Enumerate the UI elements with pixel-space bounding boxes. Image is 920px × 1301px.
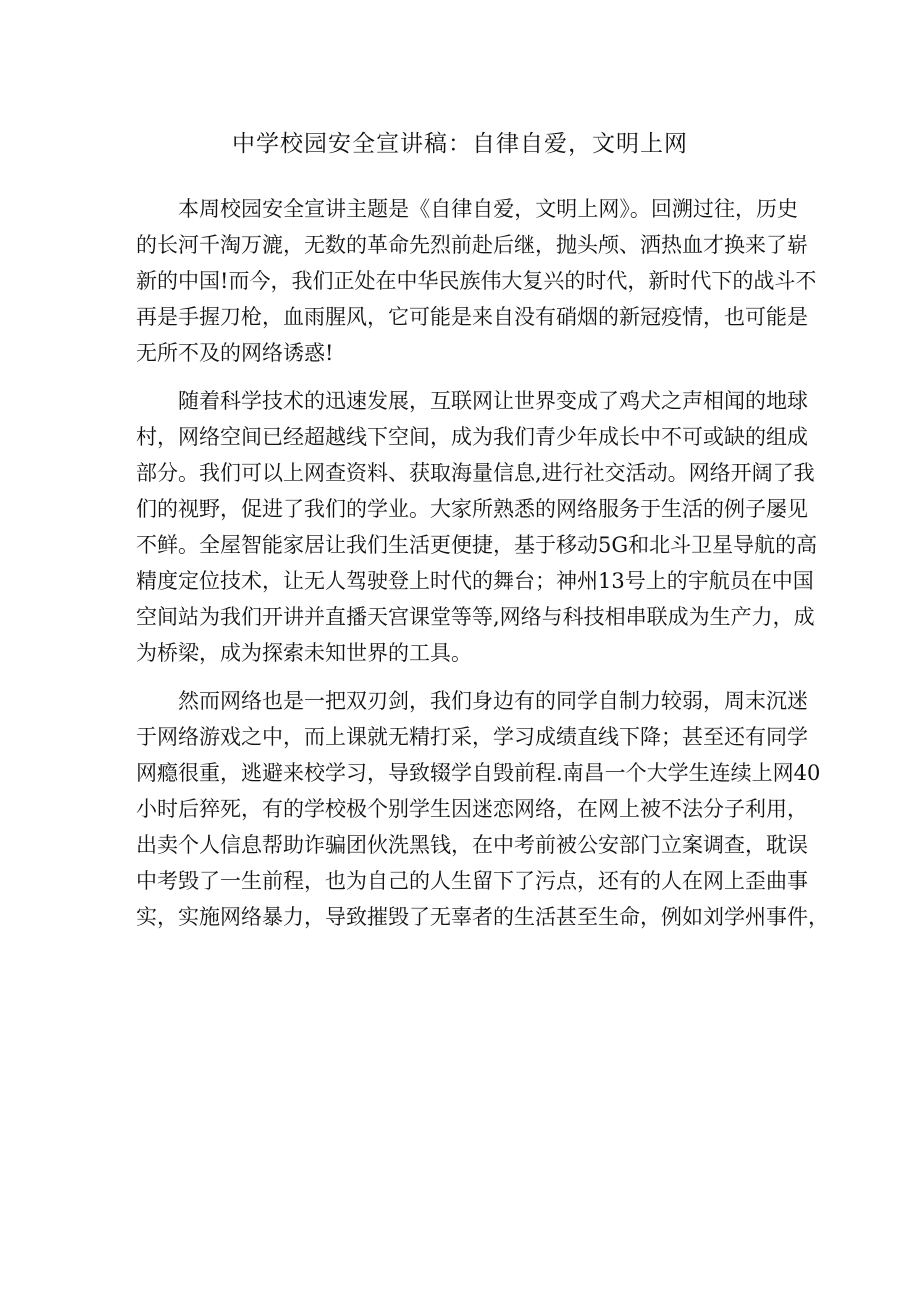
text-line: 网瘾很重，逃避来校学习，导致辍学自毁前程.南昌一个大学生连续上网40: [136, 761, 821, 785]
text-line: 不鲜。全屋智能家居让我们生活更便捷，基于移动5G和北斗卫星导航的高: [136, 533, 818, 557]
document-body: [136, 191, 829, 947]
text-line: 无所不及的网络诱惑!: [136, 341, 334, 365]
text-line: 出卖个人信息帮助诈骗团伙洗黑钱，在中考前被公安部门立案调查，耽误: [136, 833, 808, 857]
text-line: 于网络游戏之中，而上课就无精打采，学习成绩直线下降；甚至还有同学: [136, 725, 808, 749]
text-line: 们的视野，促进了我们的学业。大家所熟悉的网络服务于生活的例子屡见: [136, 497, 808, 521]
text-line: 新的中国!而今，我们正处在中华民族伟大复兴的时代，新时代下的战斗不: [136, 269, 817, 293]
text-line: 为桥梁，成为探索未知世界的工具。: [136, 641, 472, 665]
text-line: 部分。我们可以上网查资料、获取海量信息,进行社交活动。网络开阔了我: [136, 461, 815, 485]
text-line: 实，实施网络暴力，导致摧毁了无辜者的生活甚至生命，例如刘学州事件，: [136, 905, 829, 929]
text-line: 本周校园安全宣讲主题是《自律自爱，文明上网》。回溯过往，历史: [178, 197, 798, 221]
paragraph-3: [136, 683, 829, 935]
text-line: 精度定位技术，让无人驾驶登上时代的舞台；神州13号上的宇航员在中国: [136, 569, 814, 593]
paragraph-1: [136, 191, 817, 371]
text-line: 随着科学技术的迅速发展，互联网让世界变成了鸡犬之声相闻的地球: [178, 389, 808, 413]
text-line: 中考毁了一生前程，也为自己的人生留下了污点，还有的人在网上歪曲事: [136, 869, 808, 893]
text-line: 村，网络空间已经超越线下空间，成为我们青少年成长中不可或缺的组成: [136, 425, 808, 449]
text-line: 的长河千淘万漉，无数的革命先烈前赴后继，抛头颅、洒热血才换来了崭: [136, 233, 808, 257]
text-line: 再是手握刀枪，血雨腥风，它可能是来自没有硝烟的新冠疫情，也可能是: [136, 305, 808, 329]
text-line: 小时后猝死，有的学校极个别学生因迷恋网络，在网上被不法分子利用，: [136, 797, 808, 821]
document-title: 中学校园安全宣讲稿：自律自爱，文明上网: [232, 131, 688, 157]
paragraph-2: [136, 383, 818, 671]
text-line: 空间站为我们开讲并直播天宫课堂等等,网络与科技相串联成为生产力，成: [136, 605, 815, 629]
text-line: 然而网络也是一把双刃剑，我们身边有的同学自制力较弱，周末沉迷: [178, 689, 808, 713]
